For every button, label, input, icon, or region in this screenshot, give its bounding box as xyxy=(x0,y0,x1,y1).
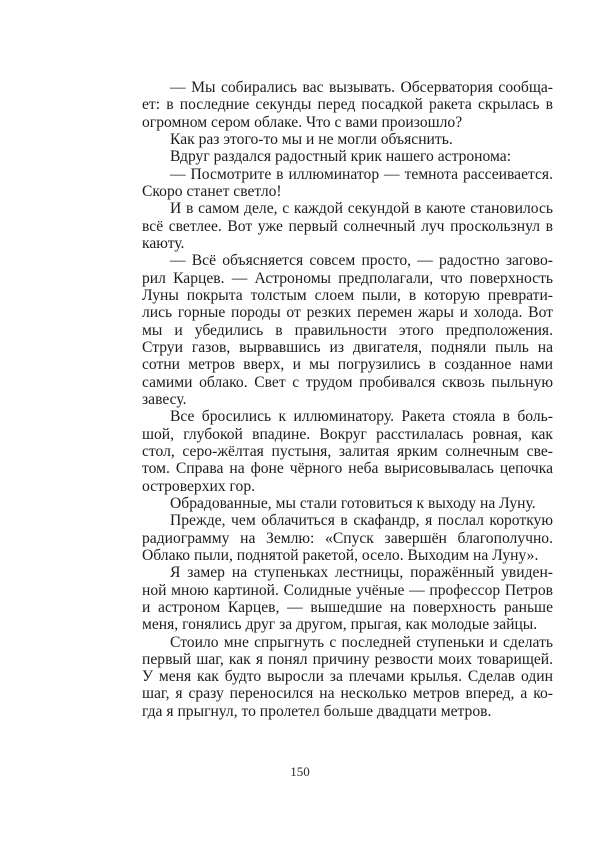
page-number: 150 xyxy=(290,764,310,779)
text-line: том. Справа на фоне чёрного неба вырисовывалась цепочка xyxy=(142,460,553,478)
text-line: У меня как будто выросли за плечами крылья. Сделав один xyxy=(142,668,553,686)
paragraph xyxy=(142,252,553,408)
text-line: Луны покрыта толстым слоем пыли, в которую преврати- xyxy=(142,286,553,304)
text-line: островерхих гор. xyxy=(142,477,256,495)
text-line: всё светлее. Вот уже первый солнечный луч проскользнул в xyxy=(142,217,553,235)
text-line: стол, серо-жёлтая пустыня, залитая ярким солнечным све- xyxy=(142,442,553,460)
text-line: Скоро станет светло! xyxy=(142,182,282,200)
text-line: сотни метров вверх, и мы погрузились в созданное нами xyxy=(142,356,553,374)
paragraph xyxy=(142,634,553,721)
paragraph xyxy=(142,408,553,495)
text-line: Прежде, чем облачиться в скафандр, я послал короткую xyxy=(170,512,553,530)
paragraph xyxy=(142,131,553,148)
text-line: Все бросились к иллюминатору. Ракета стояла в боль- xyxy=(170,408,553,426)
text-line: лись горные породы от резких перемен жары и холода. Вот xyxy=(142,304,553,322)
text-line: каюту. xyxy=(142,234,185,252)
body-text xyxy=(142,79,553,720)
text-line: Обрадованные, мы стали готовиться к выходу на Луну. xyxy=(170,494,536,512)
text-line: Стоило мне спрыгнуть с последней ступеньки и сделать xyxy=(170,633,553,651)
text-line: мы и убедились в правильности этого предположения. xyxy=(142,321,553,339)
text-line: Струи газов, вырвавшись из двигателя, подняли пыль на xyxy=(142,338,553,356)
text-line: шаг, я сразу переносился на несколько метров вперед, а ко- xyxy=(142,685,553,703)
paragraph xyxy=(142,79,553,131)
text-line: рил Карцев. — Астрономы предполагали, что поверхность xyxy=(142,269,553,287)
text-line: И в самом деле, с каждой секундой в каюте становилось xyxy=(170,200,553,218)
text-line: Я замер на ступеньках лестницы, поражённый увиден- xyxy=(170,564,553,582)
paragraph xyxy=(142,166,553,201)
paragraph xyxy=(142,148,553,165)
text-line: — Посмотрите в иллюминатор — темнота рассеивается. xyxy=(170,165,553,183)
text-line: радиограмму на Землю: «Спуск завершён благополучно. xyxy=(142,529,553,547)
text-line: Как раз этого-то мы и не могли объяснить. xyxy=(170,130,453,148)
paragraph xyxy=(142,495,553,512)
text-line: и астроном Карцев, — вышедшие на поверхность раньше xyxy=(142,598,553,616)
text-line: Облако пыли, поднятой ракетой, осело. Выходим на Луну». xyxy=(142,546,539,564)
text-line: завесу. xyxy=(142,390,187,408)
text-line: ной мною картиной. Солидные учёные — профессор Петров xyxy=(142,581,553,599)
text-line: Вдруг раздался радостный крик нашего астронома: xyxy=(170,148,512,166)
text-line: самими облако. Свет с трудом пробивался сквозь пыльную xyxy=(142,373,553,391)
text-line: — Мы собирались вас вызывать. Обсерватория сообща- xyxy=(170,79,553,96)
paragraph xyxy=(142,564,553,633)
text-line: шой, глубокой впадине. Вокруг расстилалась ровная, как xyxy=(142,425,553,443)
text-line: меня, гонялись друг за другом, прыгая, как молодые зайцы. xyxy=(142,616,538,634)
text-line: огромном сером облаке. Что с вами произошло? xyxy=(142,113,463,131)
paragraph xyxy=(142,512,553,564)
text-line: ет: в последние секунды перед посадкой ракета скрылась в xyxy=(142,96,553,114)
text-line: первый шаг, как я понял причину резвости моих товарищей. xyxy=(142,650,553,668)
text-line: гда я прыгнул, то пролетел больше двадцати метров. xyxy=(142,702,492,720)
text-line: — Всё объясняется совсем просто, — радостно загово- xyxy=(170,252,553,270)
paragraph xyxy=(142,200,553,252)
